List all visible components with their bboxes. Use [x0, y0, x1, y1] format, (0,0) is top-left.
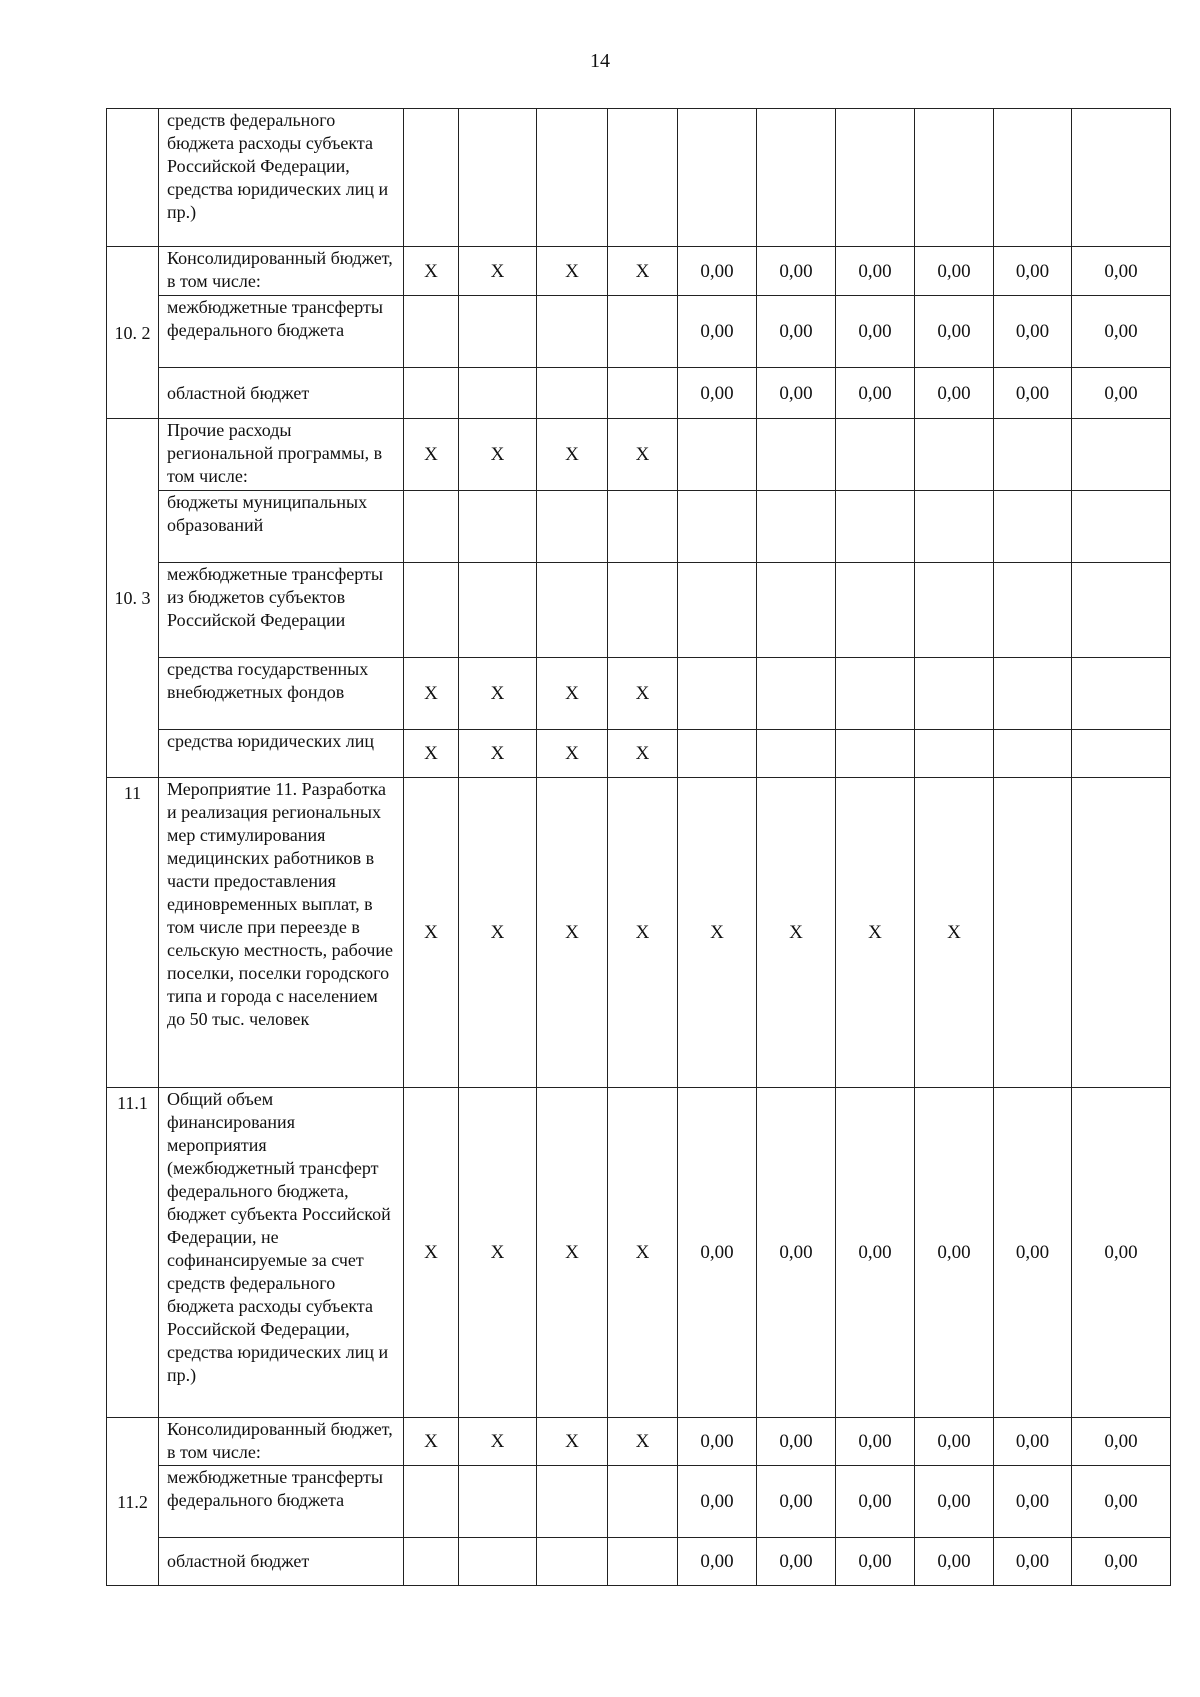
- table-cell: 0,00: [836, 1538, 915, 1586]
- table-cell: [608, 491, 678, 563]
- table-cell: Х: [608, 658, 678, 730]
- table-cell: Х: [678, 778, 757, 1088]
- table-cell: 0,00: [1072, 1418, 1171, 1466]
- row-description: Мероприятие 11. Разработка и реализация региональных мер стимулирования медицинских работников в части предоставления единовременных выплат, в том числе при переезде в сельскую местность, рабочие поселки, поселки городского типа и города с населением до 50 тыс. человек: [159, 778, 404, 1088]
- table-row: [107, 491, 1171, 563]
- table-cell: 0,00: [757, 1418, 836, 1466]
- table-cell: 0,00: [836, 296, 915, 368]
- table-cell: 0,00: [836, 1088, 915, 1418]
- row-number-cell: 10. 2: [107, 247, 159, 419]
- table-cell: Х: [537, 247, 608, 296]
- table-cell: Х: [836, 778, 915, 1088]
- table-cell: [836, 419, 915, 491]
- table-cell: 0,00: [757, 1466, 836, 1538]
- table-cell: [678, 109, 757, 247]
- table-cell: [915, 730, 994, 778]
- row-description: Консолидированный бюджет, в том числе:: [159, 247, 404, 296]
- table-cell: [404, 1538, 459, 1586]
- row-description: областной бюджет: [159, 368, 404, 419]
- table-cell: Х: [915, 778, 994, 1088]
- table-cell: 0,00: [915, 296, 994, 368]
- table-cell: 0,00: [994, 296, 1072, 368]
- table-cell: [836, 563, 915, 658]
- table-cell: [678, 491, 757, 563]
- table-cell: 0,00: [678, 1466, 757, 1538]
- table-cell: [459, 1466, 537, 1538]
- table-cell: 0,00: [1072, 1538, 1171, 1586]
- table-cell: 0,00: [1072, 296, 1171, 368]
- table-cell: 0,00: [678, 1418, 757, 1466]
- table-cell: [459, 563, 537, 658]
- table-cell: Х: [404, 778, 459, 1088]
- table-cell: [404, 563, 459, 658]
- table-cell: [537, 109, 608, 247]
- table-cell: [608, 1538, 678, 1586]
- table-cell: 0,00: [915, 1466, 994, 1538]
- table-cell: [459, 368, 537, 419]
- table-cell: [1072, 419, 1171, 491]
- table-cell: [994, 730, 1072, 778]
- table-cell: 0,00: [678, 296, 757, 368]
- row-description: межбюджетные трансферты федерального бюджета: [159, 296, 404, 368]
- table-cell: 0,00: [757, 1538, 836, 1586]
- table-cell: [537, 491, 608, 563]
- table-cell: Х: [404, 1088, 459, 1418]
- table-row: [107, 730, 1171, 778]
- table-cell: [537, 563, 608, 658]
- table-cell: 0,00: [1072, 368, 1171, 419]
- row-description: средства юридических лиц: [159, 730, 404, 778]
- table-cell: [994, 563, 1072, 658]
- table-cell: Х: [608, 1088, 678, 1418]
- table-cell: [537, 1538, 608, 1586]
- table-row: [107, 1538, 1171, 1586]
- table-cell: Х: [537, 730, 608, 778]
- table-cell: 0,00: [757, 296, 836, 368]
- table-cell: Х: [757, 778, 836, 1088]
- table-cell: [994, 658, 1072, 730]
- table-cell: Х: [608, 419, 678, 491]
- table-cell: Х: [404, 730, 459, 778]
- table-cell: [459, 1538, 537, 1586]
- table-cell: Х: [537, 778, 608, 1088]
- row-description: Прочие расходы региональной программы, в том числе:: [159, 419, 404, 491]
- row-description: межбюджетные трансферты федерального бюджета: [159, 1466, 404, 1538]
- table-cell: [836, 491, 915, 563]
- table-cell: [608, 563, 678, 658]
- table-row: [107, 1418, 1171, 1466]
- row-number-cell: 11: [107, 778, 159, 1088]
- table-cell: 0,00: [678, 368, 757, 419]
- table-cell: Х: [459, 778, 537, 1088]
- table-cell: 0,00: [994, 1088, 1072, 1418]
- table-cell: [1072, 778, 1171, 1088]
- table-cell: 0,00: [757, 368, 836, 419]
- table-cell: 0,00: [678, 247, 757, 296]
- table-cell: 0,00: [836, 368, 915, 419]
- table-cell: Х: [404, 658, 459, 730]
- table-cell: Х: [537, 658, 608, 730]
- table-cell: [459, 491, 537, 563]
- table-cell: [608, 109, 678, 247]
- row-description: средства государственных внебюджетных фондов: [159, 658, 404, 730]
- row-number-cell: 10. 3: [107, 419, 159, 778]
- table-cell: 0,00: [915, 368, 994, 419]
- table-cell: Х: [459, 1088, 537, 1418]
- table-cell: [915, 658, 994, 730]
- table-cell: Х: [459, 658, 537, 730]
- row-description: Консолидированный бюджет, в том числе:: [159, 1418, 404, 1466]
- table-cell: 0,00: [678, 1088, 757, 1418]
- table-cell: 0,00: [757, 247, 836, 296]
- table-cell: 0,00: [915, 1418, 994, 1466]
- table-row: [107, 419, 1171, 491]
- table-cell: Х: [537, 1088, 608, 1418]
- table-cell: [757, 658, 836, 730]
- table-cell: [608, 368, 678, 419]
- table-row: [107, 109, 1171, 247]
- table-cell: [836, 658, 915, 730]
- table-cell: [1072, 658, 1171, 730]
- table-cell: [915, 563, 994, 658]
- table-row: [107, 563, 1171, 658]
- table-cell: Х: [404, 419, 459, 491]
- row-description: областной бюджет: [159, 1538, 404, 1586]
- table-cell: 0,00: [757, 1088, 836, 1418]
- table-cell: [678, 563, 757, 658]
- table-cell: [404, 491, 459, 563]
- table-cell: [757, 491, 836, 563]
- table-cell: [678, 658, 757, 730]
- row-number-cell: 11.2: [107, 1418, 159, 1586]
- table-cell: [537, 296, 608, 368]
- table-cell: [678, 419, 757, 491]
- table-cell: [459, 109, 537, 247]
- table-cell: [608, 296, 678, 368]
- row-description: средств федерального бюджета расходы субъекта Российской Федерации, средства юридических лиц и пр.): [159, 109, 404, 247]
- table-cell: 0,00: [994, 368, 1072, 419]
- table-cell: [757, 730, 836, 778]
- table-cell: Х: [608, 778, 678, 1088]
- table-cell: [757, 563, 836, 658]
- table-cell: [994, 491, 1072, 563]
- table-cell: [994, 778, 1072, 1088]
- table-cell: Х: [608, 730, 678, 778]
- table-row: [107, 1466, 1171, 1538]
- table-cell: [757, 109, 836, 247]
- table-cell: 0,00: [1072, 1088, 1171, 1418]
- table-cell: [757, 419, 836, 491]
- table-cell: 0,00: [994, 1418, 1072, 1466]
- table-cell: 0,00: [915, 1088, 994, 1418]
- table-cell: [537, 1466, 608, 1538]
- table-cell: [678, 730, 757, 778]
- table-cell: 0,00: [836, 247, 915, 296]
- table-cell: Х: [459, 1418, 537, 1466]
- table-cell: [1072, 491, 1171, 563]
- table-cell: Х: [608, 247, 678, 296]
- table-cell: 0,00: [994, 1466, 1072, 1538]
- table-cell: [836, 730, 915, 778]
- table-cell: [1072, 109, 1171, 247]
- table-cell: Х: [459, 247, 537, 296]
- table-cell: [404, 368, 459, 419]
- table-cell: 0,00: [836, 1418, 915, 1466]
- table-row: [107, 1088, 1171, 1418]
- row-number-cell: 11.1: [107, 1088, 159, 1418]
- table-cell: [404, 296, 459, 368]
- table-cell: [994, 109, 1072, 247]
- table-cell: Х: [459, 730, 537, 778]
- table-cell: 0,00: [994, 1538, 1072, 1586]
- row-number-cell: [107, 109, 159, 247]
- table-row: [107, 658, 1171, 730]
- table-row: [107, 247, 1171, 296]
- table-cell: [404, 109, 459, 247]
- table-row: [107, 778, 1171, 1088]
- table-cell: [608, 1466, 678, 1538]
- table-row: [107, 296, 1171, 368]
- table-cell: Х: [537, 1418, 608, 1466]
- table-cell: 0,00: [678, 1538, 757, 1586]
- table-cell: Х: [404, 247, 459, 296]
- table-row: [107, 368, 1171, 419]
- table-cell: [915, 491, 994, 563]
- table-cell: Х: [537, 419, 608, 491]
- table-cell: 0,00: [915, 1538, 994, 1586]
- table-cell: 0,00: [1072, 247, 1171, 296]
- table-cell: 0,00: [994, 247, 1072, 296]
- table-cell: [537, 368, 608, 419]
- table-cell: Х: [404, 1418, 459, 1466]
- page-number: 14: [590, 50, 610, 72]
- table-cell: Х: [459, 419, 537, 491]
- budget-table: [106, 108, 1171, 1586]
- table-cell: [915, 419, 994, 491]
- table-cell: [1072, 730, 1171, 778]
- table-cell: 0,00: [1072, 1466, 1171, 1538]
- table-cell: Х: [608, 1418, 678, 1466]
- table-cell: [1072, 563, 1171, 658]
- row-description: межбюджетные трансферты из бюджетов субъектов Российской Федерации: [159, 563, 404, 658]
- table-cell: [836, 109, 915, 247]
- row-description: Общий объем финансирования мероприятия (межбюджетный трансферт федерального бюджета, бюджет субъекта Российской Федерации, не софинансируемые за счет средств федерального бюджета расходы субъекта Российской Федерации, средства юридических лиц и пр.): [159, 1088, 404, 1418]
- table-cell: 0,00: [836, 1466, 915, 1538]
- table-cell: [459, 296, 537, 368]
- table-cell: [994, 419, 1072, 491]
- table-cell: 0,00: [915, 247, 994, 296]
- row-description: бюджеты муниципальных образований: [159, 491, 404, 563]
- table-cell: [915, 109, 994, 247]
- table-cell: [404, 1466, 459, 1538]
